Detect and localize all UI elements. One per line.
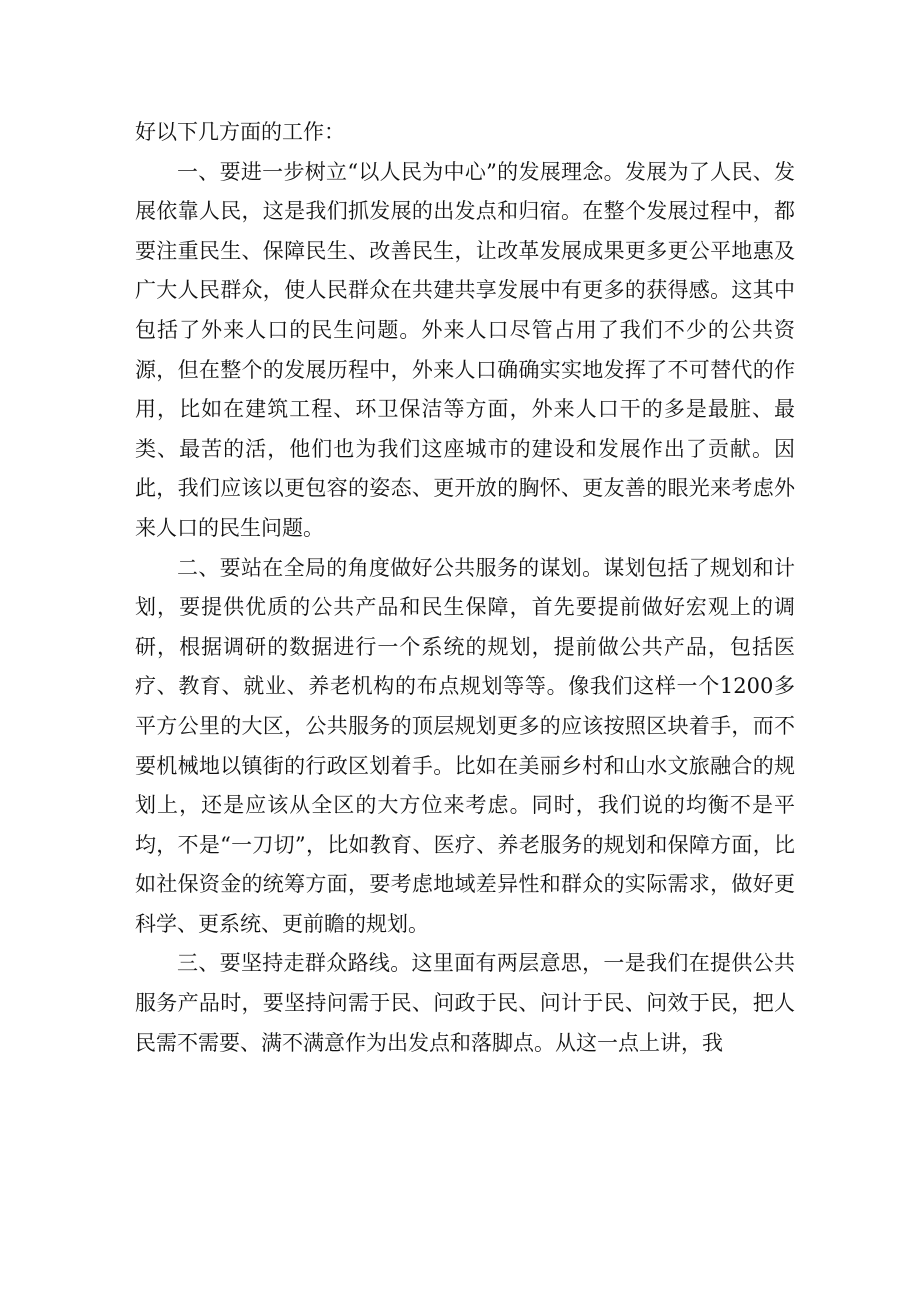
paragraph-section-1: 一、要进一步树立“以人民为中心”的发展理念。发展为了人民、发展依靠人民，这是我们抓发展的出发点和归宿。在整个发展过程中，都要注重民生、保障民生、改善民生，让改革发展成果更多更公平地惠及广大人民群众，使人民群众在共建共享发展中有更多的获得感。这其中包括了外来人口的民生问题。外来人口尽管占用了我们不少的公共资源，但在整个的发展历程中，外来人口确确实实地发挥了不可替代的作用，比如在建筑工程、环卫保洁等方面，外来人口干的多是最脏、最类、最苦的活，他们也为我们这座城市的建设和发展作出了贡献。因此，我们应该以更包容的姿态、更开放的胸怀、更友善的眼光来考虑外来人口的民生问题。 xyxy=(135,159,795,540)
paragraph-section-2: 二、要站在全局的角度做好公共服务的谋划。谋划包括了规划和计划，要提供优质的公共产品和民生保障，首先要提前做好宏观上的调研，根据调研的数据进行一个系统的规划，提前做公共产品，包括医疗、教育、就业、养老机构的布点规划等等。像我们这样一个1200多平方公里的大区，公共服务的顶层规划更多的应该按照区块着手，而不要机械地以镇街的行政区划着手。比如在美丽乡村和山水文旅融合的规划上，还是应该从全区的大方位来考虑。同时，我们说的均衡不是平均，不是“一刀切”，比如教育、医疗、养老服务的规划和保障方面，比如社保资金的统筹方面，要考虑地域差异性和群众的实际需求，做好更科学、更系统、更前瞻的规划。 xyxy=(135,555,795,936)
document-body xyxy=(135,113,795,1063)
paragraph-intro: 好以下几方面的工作： xyxy=(135,120,345,144)
paragraph-section-3: 三、要坚持走群众路线。这里面有两层意思，一是我们在提供公共服务产品时，要坚持问需于民、问政于民、问计于民、问效于民，把人民需不需要、满不满意作为出发点和落脚点。从这一点上讲，我 xyxy=(135,951,795,1055)
